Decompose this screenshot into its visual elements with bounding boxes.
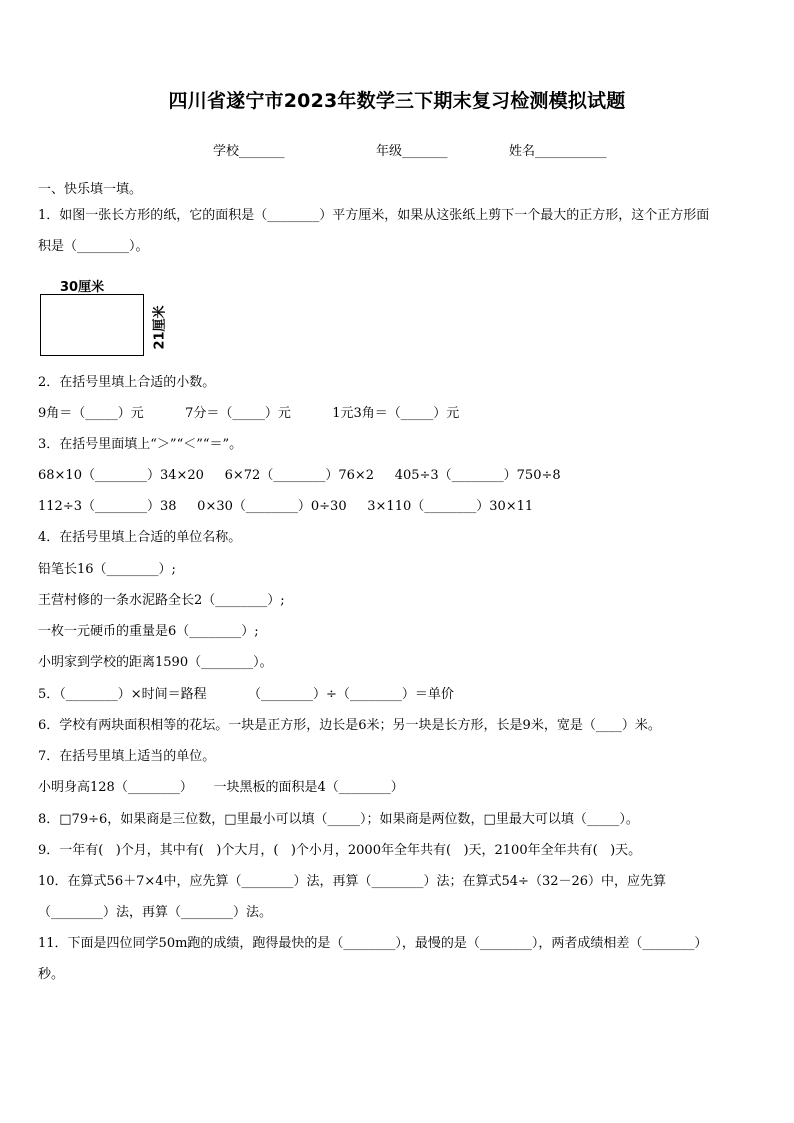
name-field: 姓名___________ <box>509 144 607 159</box>
q4-item2: 王营村修的一条水泥路全长2（________）; <box>38 593 285 608</box>
student-info-row <box>0 140 794 160</box>
q4-title: 4．在括号里填上合适的单位名称。 <box>38 530 242 545</box>
grade-field: 年级_______ <box>376 144 448 159</box>
q3-row1: 68×10（________）34×20 6×72（________）76×2 405÷3（________）750÷8 <box>38 468 561 483</box>
q4-item1: 铅笔长16（________）; <box>38 562 176 577</box>
q3-title: 3．在括号里面填上“＞”“＜”“＝”。 <box>38 437 243 452</box>
q5-line: 5．（________）×时间＝路程 （________）÷（________）＝单价 <box>38 687 454 702</box>
q9-line: 9．一年有( )个月，其中有( )个大月，( )个小月，2000年全年共有( )天，2100年全年共有( )天。 <box>38 843 642 858</box>
q10-line2: （________）法，再算（________）法。 <box>38 905 273 920</box>
q1-line1: 1．如图一张长方形的纸，它的面积是（________）平方厘米，如果从这张纸上剪下一个最大的正方形，这个正方形面 <box>38 208 710 223</box>
page-title: 四川省遂宁市2023年数学三下期末复习检测模拟试题 <box>168 90 626 112</box>
figure-width-label: 30厘米 <box>60 280 105 295</box>
q3-row2: 112÷3（________）38 0×30（________）0÷30 3×110（________）30×11 <box>38 499 534 514</box>
q2-title: 2．在括号里填上合适的小数。 <box>38 375 216 390</box>
section-heading: 一、快乐填一填。 <box>38 182 143 197</box>
q4-item4: 小明家到学校的距离1590（________）。 <box>38 655 273 670</box>
rectangle-figure <box>38 276 178 360</box>
rectangle-shape <box>40 294 144 356</box>
q11-line2: 秒。 <box>38 967 65 982</box>
q4-item3: 一枚一元硬币的重量是6（________）; <box>38 624 259 639</box>
q7-items: 小明身高128（________） 一块黑板的面积是4（________） <box>38 780 404 795</box>
q7-title: 7．在括号里填上适当的单位。 <box>38 749 216 764</box>
q11-line1: 11．下面是四位同学50m跑的成绩，跑得最快的是（________），最慢的是（________），两者成绩相差（________） <box>38 936 708 951</box>
q2-items: 9角＝（_____）元 7分＝（_____）元 1元3角＝（_____）元 <box>38 406 460 421</box>
q10-line1: 10．在算式56＋7×4中，应先算（________）法，再算（________）法；在算式54÷（32－26）中，应先算 <box>38 874 667 889</box>
q1-line2: 积是（________）。 <box>38 239 149 254</box>
school-field: 学校_______ <box>213 144 285 159</box>
q8-line: 8．□79÷6，如果商是三位数，□里最小可以填（_____）；如果商是两位数，□里最大可以填（_____）。 <box>38 812 639 827</box>
figure-height-label: 21厘米 <box>152 305 168 350</box>
q6-line: 6．学校有两块面积相等的花坛。一块是正方形，边长是6米；另一块是长方形，长是9米，宽是（____）米。 <box>38 718 661 733</box>
